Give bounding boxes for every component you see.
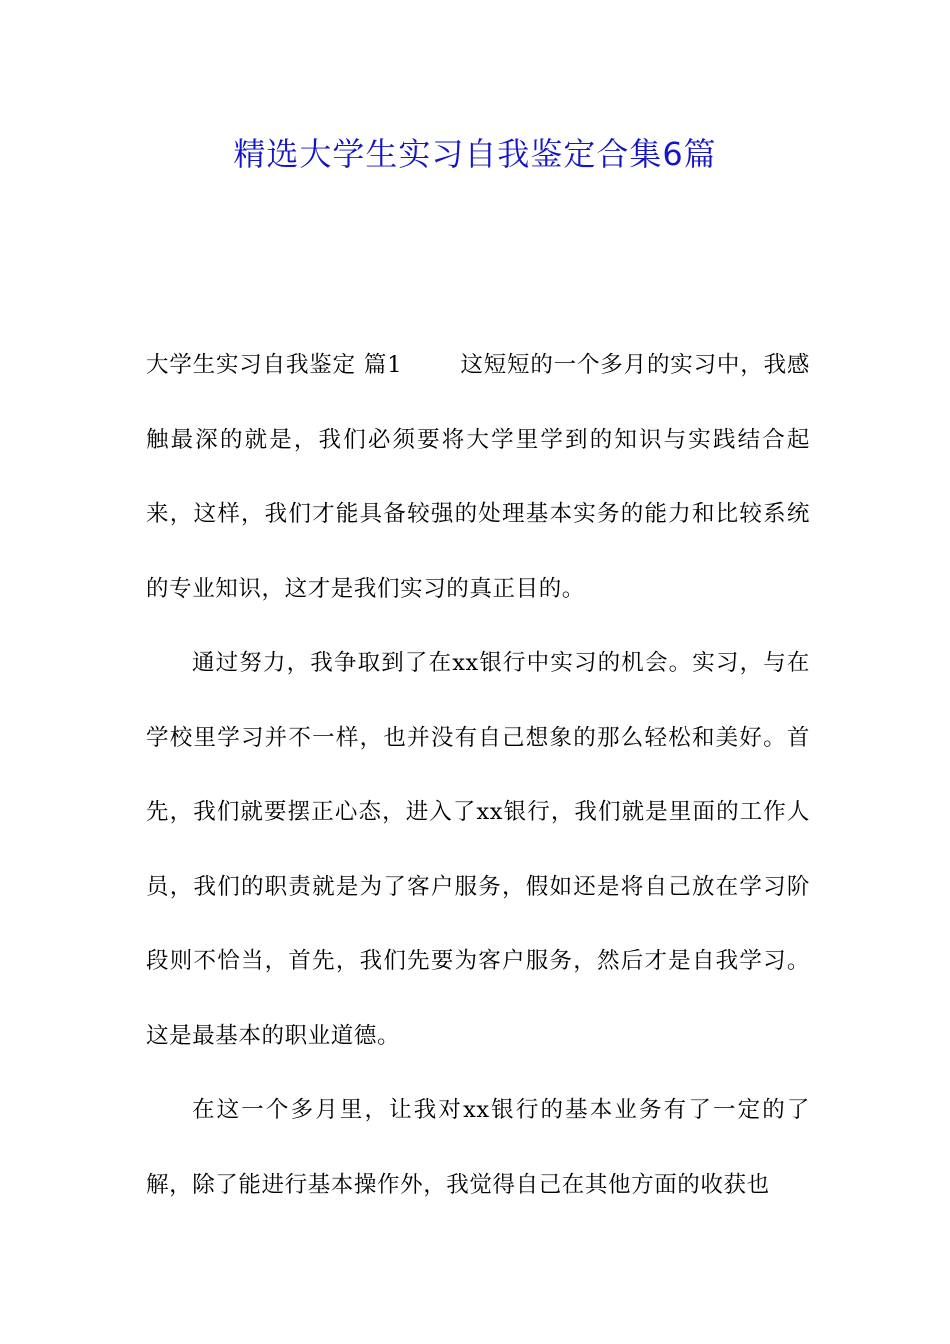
paragraph-3: 在这一个多月里，让我对xx银行的基本业务有了一定的了解，除了能进行基本操作外，我觉得自己在其他方面的收获也	[146, 1097, 810, 1198]
paragraph-1	[146, 328, 810, 626]
document-body	[146, 328, 810, 1222]
paragraph-2: 通过努力，我争取到了在xx银行中实习的机会。实习，与在学校里学习并不一样，也并没有自己想象的那么轻松和美好。首先，我们就要摆正心态，进入了xx银行，我们就是里面的工作人员，我们的职责就是为了客户服务，假如还是将自己放在学习阶段则不恰当，首先，我们先要为客户服务，然后才是自我学习。这是最基本的职业道德。	[146, 650, 810, 1049]
document-title: 精选大学生实习自我鉴定合集6篇	[233, 135, 717, 173]
paragraph-1-text: 这短短的一个多月的实习中，我感触最深的就是，我们必须要将大学里学到的知识与实践结合起来，这样，我们才能具备较强的处理基本实务的能力和比较系统的专业知识，这才是我们实习的真正目的。	[146, 352, 810, 602]
section-heading: 大学生实习自我鉴定 篇1	[146, 352, 403, 378]
